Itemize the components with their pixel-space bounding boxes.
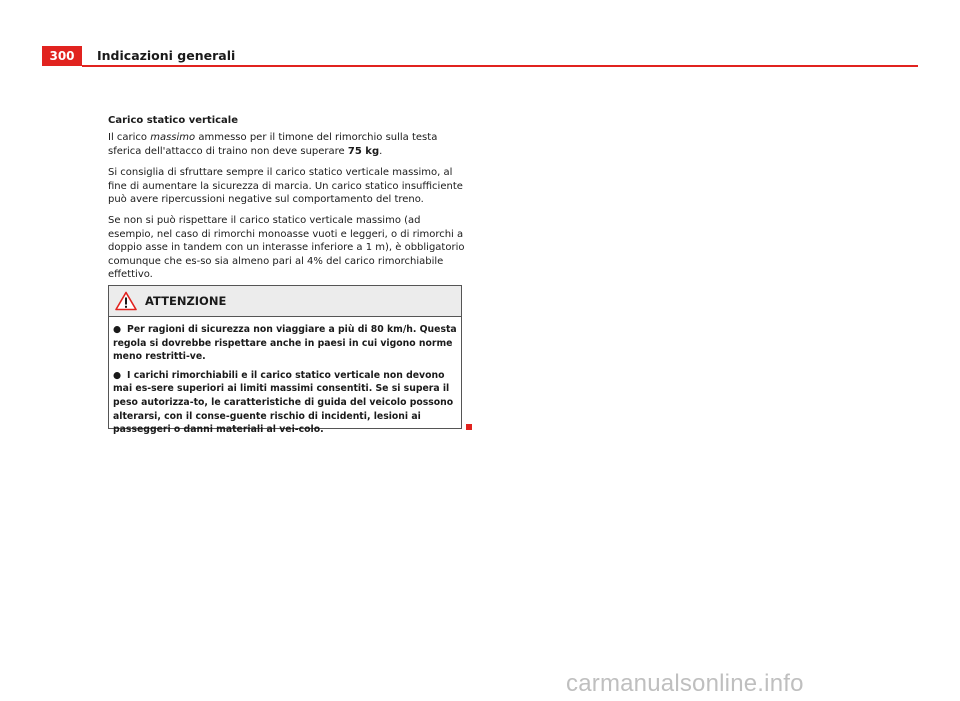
paragraph-recommendation: Si consiglia di sfruttare sempre il carico statico verticale massimo, al fine di aumentare la sicurezza di marcia. Un carico statico insufficiente può avere ripercussioni negative sul comportamento del treno. — [108, 167, 463, 206]
main-content — [108, 114, 468, 289]
paragraph-text: . — [379, 145, 383, 157]
section-end-marker — [466, 424, 472, 430]
max-load-value: 75 kg — [347, 145, 380, 157]
warning-title: ATTENZIONE — [145, 294, 227, 308]
warning-triangle-icon — [115, 291, 137, 311]
warning-item — [113, 369, 457, 437]
paragraph-text: ammesso per il timone del rimorchio sulla testa sferica dell'attacco di traino non deve superare — [108, 132, 438, 157]
warning-item-text: I carichi rimorchiabili e il carico statico verticale non devono mai es-sere superiori ai limiti massimi consentiti. Se si supera il peso autorizza-to, le caratteristiche di guida del veicolo possono alterarsi, con il conse-guente rischio di incidenti, lesioni ai passeggeri o danni materiali al vei-colo. — [113, 369, 454, 436]
paragraph-max-load — [108, 131, 468, 158]
warning-header — [109, 286, 461, 317]
warning-body — [109, 317, 461, 437]
watermark: carmanualsonline.info — [566, 670, 804, 697]
header-divider — [82, 65, 918, 67]
page-title: Indicazioni generali — [97, 48, 236, 63]
emphasis-text: massimo — [150, 132, 196, 144]
paragraph-text: Il carico — [108, 132, 151, 144]
warning-item-text: Per ragioni di sicurezza non viaggiare a più di 80 km/h. Questa regola si dovrebbe rispettare anche in paesi in cui vigono norme meno restritti-ve. — [113, 324, 457, 363]
warning-box — [108, 285, 462, 436]
bullet-icon: ● — [113, 369, 122, 381]
bullet-icon: ● — [113, 324, 122, 335]
page-number: 300 — [42, 46, 82, 66]
paragraph-minimum-load: Se non si può rispettare il carico statico verticale massimo (ad esempio, nel caso di rimorchi monoasse vuoti e leggeri, o di rimorchi a doppio asse in tandem con un interasse inferiore a 1 m), è obbligatorio comunque che es-so sia almeno pari al 4% del carico rimorchiabile effettivo. — [108, 215, 465, 281]
warning-item — [113, 323, 457, 364]
section-heading: Carico statico verticale — [108, 115, 239, 126]
